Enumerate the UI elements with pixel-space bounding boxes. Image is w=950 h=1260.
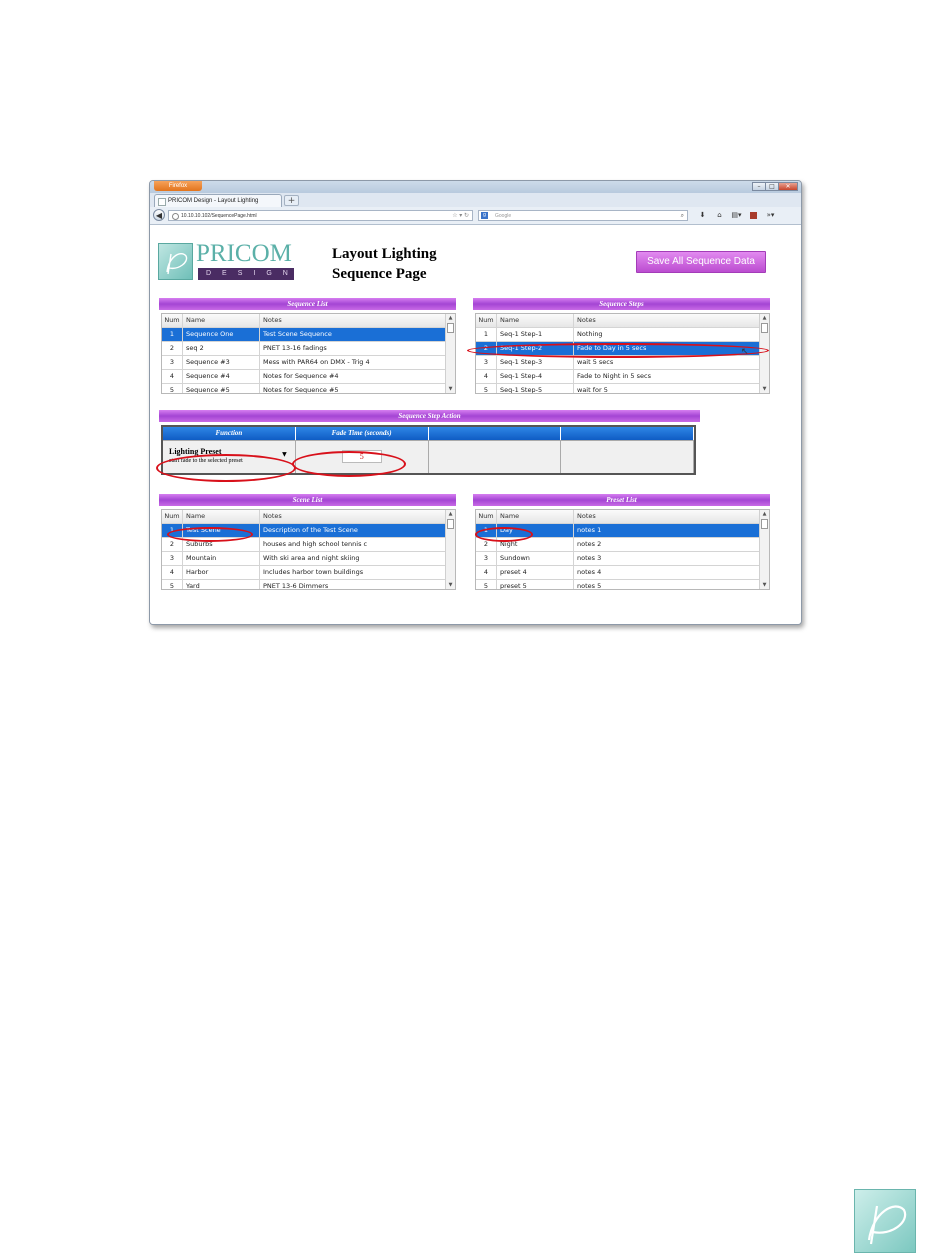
row-num: 3 [162, 356, 183, 369]
table-row[interactable] [162, 342, 455, 356]
row-num: 4 [162, 370, 183, 383]
page-viewport [150, 225, 801, 624]
row-num: 5 [476, 384, 497, 394]
close-icon[interactable]: ✕ [778, 182, 798, 191]
row-name: Sequence #5 [183, 384, 260, 394]
bookmarks-icon[interactable]: ▤▾ [731, 211, 742, 219]
col-notes[interactable]: Notes [263, 512, 282, 520]
row-num: 1 [476, 328, 497, 341]
col-notes[interactable]: Notes [577, 512, 596, 520]
col-num[interactable]: Num [476, 314, 497, 327]
browser-window [149, 180, 802, 625]
window-controls [753, 182, 798, 191]
row-num: 5 [476, 580, 497, 590]
row-notes: wait for 5 [577, 386, 608, 394]
mouse-cursor-icon: ↖ [741, 347, 749, 357]
page-title-line-2: Sequence Page [332, 266, 427, 282]
function-description: start fade to the selected preset [169, 458, 243, 464]
table-row[interactable] [476, 552, 769, 566]
save-all-button[interactable]: Save All Sequence Data [636, 251, 766, 273]
col-name[interactable]: Name [183, 314, 260, 327]
table-row[interactable] [476, 566, 769, 580]
row-notes: Notes for Sequence #5 [263, 386, 339, 394]
addon-icon[interactable] [745, 210, 762, 221]
table-row[interactable] [162, 524, 455, 538]
table-row[interactable] [162, 370, 455, 384]
step-action-panel [159, 410, 700, 475]
bookmark-star-icon[interactable]: ☆ ▾ ↻ [452, 213, 469, 219]
url-text: 10.10.10.102/SequencePage.html [181, 213, 257, 219]
step-action-title: Sequence Step Action [159, 410, 700, 422]
row-notes: notes 2 [577, 540, 602, 548]
function-value: Lighting Preset [169, 447, 222, 456]
table-row[interactable] [476, 524, 769, 538]
google-icon[interactable]: g [481, 212, 488, 219]
row-name: Sequence #4 [183, 370, 260, 383]
scene-list-grid [161, 509, 456, 590]
row-notes: Mess with PAR64 on DMX - Trig 4 [263, 358, 370, 366]
globe-icon [172, 213, 179, 220]
minimize-icon[interactable]: – [752, 182, 766, 191]
grid-header [476, 314, 769, 328]
scroll-thumb[interactable] [447, 519, 454, 529]
row-name: Sequence #3 [183, 356, 260, 369]
row-notes: notes 3 [577, 554, 602, 562]
sequence-steps-title: Sequence Steps [473, 298, 770, 310]
row-notes: Test Scene Sequence [263, 330, 332, 338]
row-name: Suburbs [183, 538, 260, 551]
sequence-steps-grid [475, 313, 770, 394]
row-notes: notes 4 [577, 568, 602, 576]
scroll-down-icon[interactable]: ▼ [448, 386, 453, 392]
tab-bar [150, 193, 801, 207]
scene-list-title: Scene List [159, 494, 456, 506]
row-num: 1 [162, 328, 183, 341]
empty-header-3 [429, 427, 562, 440]
firefox-menu-button[interactable]: Firefox [154, 181, 202, 191]
row-name: preset 5 [497, 580, 574, 590]
row-num: 5 [162, 384, 183, 394]
table-row[interactable] [162, 384, 455, 394]
col-name[interactable]: Name [497, 510, 574, 523]
search-input[interactable] [478, 210, 688, 221]
row-name: Test Scene [183, 524, 260, 537]
table-row[interactable] [476, 342, 769, 356]
row-num: 5 [162, 580, 183, 590]
maximize-icon[interactable]: □ [765, 182, 779, 191]
home-icon[interactable]: ⌂ [717, 211, 722, 219]
dropdown-arrow-icon[interactable]: ▼ [282, 451, 287, 458]
logo-tagline: DESIGN [198, 268, 294, 280]
step-action-row [163, 440, 694, 473]
col-name[interactable]: Name [183, 510, 260, 523]
row-num: 4 [476, 566, 497, 579]
row-notes: notes 1 [577, 526, 602, 534]
row-notes: PNET 13-16 fadings [263, 344, 327, 352]
scroll-down-icon[interactable]: ▼ [448, 582, 453, 588]
sequence-list-title: Sequence List [159, 298, 456, 310]
row-name: Seq-1 Step-3 [497, 356, 574, 369]
table-row[interactable] [162, 356, 455, 370]
preset-rows [476, 524, 769, 590]
back-arrow-icon[interactable]: ◀ [153, 209, 165, 221]
row-notes: Description of the Test Scene [263, 526, 358, 534]
scroll-thumb[interactable] [761, 519, 768, 529]
row-name: seq 2 [183, 342, 260, 355]
search-placeholder: Google [495, 213, 512, 219]
scrollbar[interactable] [445, 510, 455, 589]
row-num: 1 [476, 524, 497, 537]
page-icon [158, 198, 166, 206]
scroll-up-icon[interactable]: ▲ [448, 511, 453, 517]
row-name: Harbor [183, 566, 260, 579]
toolbar-icons [694, 210, 779, 221]
table-row[interactable] [162, 538, 455, 552]
row-name: Day [497, 524, 574, 537]
row-name: Sundown [497, 552, 574, 565]
search-icon[interactable]: ⌕ [680, 213, 684, 219]
sequence-list-panel [159, 298, 456, 394]
function-select[interactable] [163, 440, 296, 473]
row-name: Seq-1 Step-4 [497, 370, 574, 383]
navigation-bar [150, 207, 801, 225]
row-num: 3 [162, 552, 183, 565]
preset-list-title: Preset List [473, 494, 770, 506]
row-num: 2 [476, 342, 497, 355]
sequence-list-grid [161, 313, 456, 394]
table-row[interactable] [476, 356, 769, 370]
scene-rows [162, 524, 455, 590]
title-bar [150, 181, 801, 193]
col-notes[interactable]: Notes [263, 316, 282, 324]
row-num: 2 [162, 538, 183, 551]
scroll-thumb[interactable] [447, 323, 454, 333]
sequence-step-rows [476, 328, 769, 394]
row-notes: Notes for Sequence #4 [263, 372, 339, 380]
scrollbar[interactable] [759, 314, 769, 393]
address-bar[interactable] [168, 210, 473, 221]
col-num[interactable]: Num [162, 314, 183, 327]
pricom-corner-logo-icon [854, 1189, 916, 1253]
logo-name: PRICOM [196, 240, 292, 267]
table-row[interactable] [476, 538, 769, 552]
row-num: 3 [476, 552, 497, 565]
grid-header [162, 510, 455, 524]
row-name: preset 4 [497, 566, 574, 579]
row-notes: Includes harbor town buildings [263, 568, 364, 576]
fade-time-header: Fade Time (seconds) [296, 427, 429, 440]
function-header: Function [163, 427, 296, 440]
page-title [332, 244, 437, 284]
preset-list-grid [475, 509, 770, 590]
empty-cell-4 [561, 440, 694, 473]
scene-list-panel [159, 494, 456, 590]
row-notes: With ski area and night skiing [263, 554, 360, 562]
row-notes: Nothing [577, 330, 603, 338]
table-row[interactable] [476, 370, 769, 384]
row-name: Yard [183, 580, 260, 590]
page-title-line-1: Layout Lighting [332, 246, 437, 262]
sequence-steps-panel [473, 298, 770, 394]
preset-list-panel [473, 494, 770, 590]
table-row[interactable] [476, 580, 769, 590]
scroll-up-icon[interactable]: ▲ [762, 511, 767, 517]
table-row[interactable] [476, 328, 769, 342]
table-row[interactable] [162, 328, 455, 342]
row-name: Mountain [183, 552, 260, 565]
overflow-menu-icon[interactable]: »▾ [766, 211, 775, 219]
scroll-up-icon[interactable]: ▲ [762, 315, 767, 321]
col-notes[interactable]: Notes [577, 316, 596, 324]
grid-header [476, 510, 769, 524]
row-notes: wait 5 secs [577, 358, 614, 366]
col-num[interactable]: Num [162, 510, 183, 523]
step-action-header [163, 427, 694, 440]
tab-title: PRICOM Design - Layout Lighting [168, 198, 259, 204]
row-name: Seq-1 Step-1 [497, 328, 574, 341]
scroll-up-icon[interactable]: ▲ [448, 315, 453, 321]
scrollbar[interactable] [759, 510, 769, 589]
row-num: 4 [476, 370, 497, 383]
table-row[interactable] [162, 552, 455, 566]
row-name: Sequence One [183, 328, 260, 341]
new-tab-button[interactable]: + [284, 195, 299, 206]
row-notes: notes 5 [577, 582, 602, 590]
step-action-table [161, 425, 696, 475]
download-icon[interactable]: ⬇ [699, 211, 706, 219]
col-num[interactable]: Num [476, 510, 497, 523]
empty-cell-3 [429, 440, 562, 473]
row-notes: Fade to Night in 5 secs [577, 372, 651, 380]
empty-header-4 [561, 427, 694, 440]
row-notes: houses and high school tennis c [263, 540, 368, 548]
browser-tab[interactable] [154, 194, 282, 207]
scroll-down-icon[interactable]: ▼ [762, 386, 767, 392]
fade-time-input[interactable]: 5 [342, 450, 382, 463]
row-num: 2 [476, 538, 497, 551]
row-notes: PNET 13-6 Dimmers [263, 582, 329, 590]
row-name: Seq-1 Step-5 [497, 384, 574, 394]
table-row[interactable] [476, 384, 769, 394]
col-name[interactable]: Name [497, 314, 574, 327]
row-num: 2 [162, 342, 183, 355]
row-name: Seq-1 Step-2 [497, 342, 574, 355]
pricom-logo-icon [158, 243, 193, 280]
table-row[interactable] [162, 580, 455, 590]
row-notes: Fade to Day in 5 secs [577, 344, 647, 352]
row-num: 1 [162, 524, 183, 537]
grid-header [162, 314, 455, 328]
scrollbar[interactable] [445, 314, 455, 393]
scroll-down-icon[interactable]: ▼ [762, 582, 767, 588]
row-num: 4 [162, 566, 183, 579]
row-num: 3 [476, 356, 497, 369]
scroll-thumb[interactable] [761, 323, 768, 333]
sequence-rows [162, 328, 455, 394]
table-row[interactable] [162, 566, 455, 580]
row-name: Night [497, 538, 574, 551]
fade-time-cell [296, 440, 429, 473]
